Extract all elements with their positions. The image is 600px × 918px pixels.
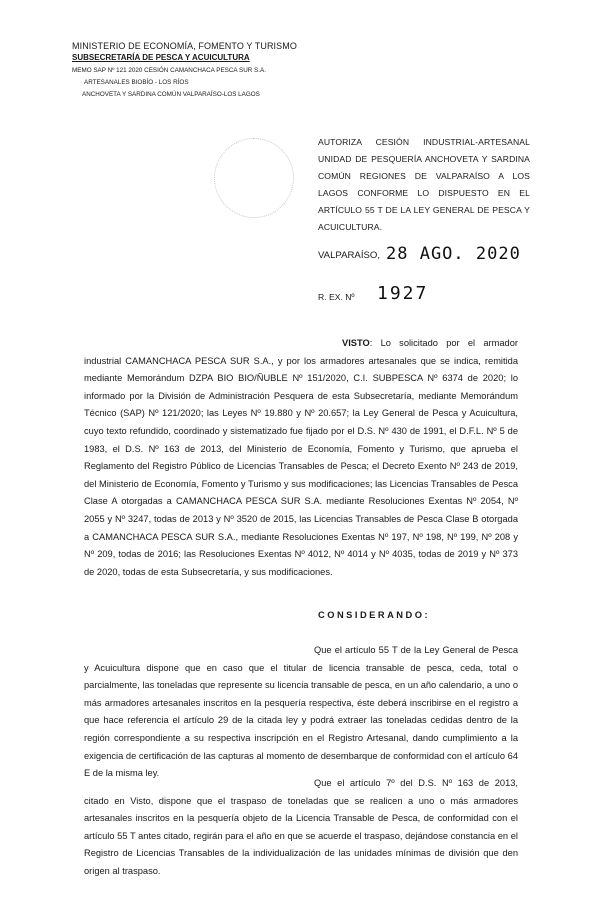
visto-text: : Lo solicitado por el armador industrial CAMANCHACA PESCA SUR S.A., y por los armadores artesanales que se indica, remitida mediante Memorándum DZPA BIO BIO/ÑUBLE Nº 151/2020, C.I. SUBPESCA Nº 6374 de 2020; lo informado por la División de Administración Pesquera de esta Subsecretaría, mediante Memorándum Técnico (SAP) Nº 121/2020; las Leyes Nº 19.880 y Nº 20.657; la Ley General de Pesca y Acuicultura, cuyo texto refundido, coordinado y sistematizado fue fijado por el D.S. Nº 430 de 1991, el D.F.L. Nº 5 de 1983, el D.S. Nº 163 de 2013, del Ministerio de Economía, Fomento y Turismo, que aprueba el Reglamento del Registro Público de Licencias Transables de Pesca; el Decreto Exento Nº 243 de 2019, del Ministerio de Economía, Fomento y Turismo y sus modificaciones; las Licencias Transables de Pesca Clase A otorgadas a CAMANCHACA PESCA SUR S.A. mediante Resoluciones Exentas Nº 2054, Nº 2055 y Nº 3247, todas de 2013 y Nº 3520 de 2015, las Licencias Transables de Pesca Clase B otorgada a CAMANCHACA PESCA SUR S.A., mediante Resoluciones Exentas Nº 197, Nº 198, Nº 199, Nº 208 y Nº 209, todas de 2016; las Resoluciones Exentas Nº 4012, Nº 4014 y Nº 4035, todas de 2019 y Nº 373 de 2020, todas de esta Subsecretaría, y sus modificaciones. (84, 338, 518, 577)
visto-label: VISTO (342, 338, 370, 348)
letterhead (72, 40, 332, 100)
ministry-name: MINISTERIO DE ECONOMÍA, FOMENTO Y TURISMO (72, 41, 297, 51)
faded-seal (214, 138, 294, 218)
considerando-heading: CONSIDERANDO: (318, 610, 431, 620)
considerando-paragraph-2: Que el artículo 7º del D.S. Nº 163 de 2013, citado en Visto, dispone que el traspaso de toneladas que se realicen a uno o más armadores artesanales inscritos en la pesquería objeto de la Licencia Transable de Pesca, de conformidad con el artículo 55 T antes citado, regirán para el año en que se acuerde el traspaso, dejándose constancia en el Registro de Licencias Transables de la individualización de las unidades mínimas de división que den origen al traspaso. (84, 778, 518, 876)
visto-paragraph (84, 335, 518, 581)
resolution-subject: AUTORIZA CESIÓN INDUSTRIAL-ARTESANAL UNIDAD DE PESQUERÍA ANCHOVETA Y SARDINA COMÚN REGIONES DE VALPARAÍSO A LOS LAGOS CONFORME LO DISPUESTO EN EL ARTÍCULO 55 T DE LA LEY GENERAL DE PESCA Y ACUICULTURA. (318, 137, 530, 232)
resolution-number-stamp: 1927 (377, 283, 429, 304)
memo-reference-line: ANCHOVETA Y SARDINA COMÚN VALPARAÍSO-LOS LAGOS (82, 91, 260, 98)
memo-reference-line: MEMO SAP Nº 121 2020 CESIÓN CAMANCHACA PESCA SUR S.A. (72, 67, 266, 74)
place-label: VALPARAÍSO, (318, 250, 381, 261)
subsecretaria-name: SUBSECRETARÍA DE PESCA Y ACUICULTURA (72, 53, 250, 62)
memo-reference-line: ARTESANALES BIOBÍO - LOS RÍOS (84, 79, 189, 86)
resolution-label: R. EX. Nº (318, 292, 355, 302)
considerando-paragraph-1: Que el artículo 55 T de la Ley General de Pesca y Acuicultura dispone que en caso que el titular de licencia transable de pesca, ceda, total o parcialmente, las toneladas que represente su licencia transable de pesca, en un año calendario, a uno o más armadores artesanales inscritos en la pesquería respectiva, éste deberá inscribirse en el registro a que hace referencia el artículo 29 de la citada ley y podrá extraer las toneladas cedidas dentro de la región correspondiente a su respectiva inscripción en el Registro Artesanal, dando cumplimiento a la exigencia de certificación de las capturas al momento de desembarque de conformidad con el artículo 64 E de la misma ley. (84, 645, 518, 779)
resolution-date-stamp: 28 AGO. 2020 (386, 244, 521, 264)
